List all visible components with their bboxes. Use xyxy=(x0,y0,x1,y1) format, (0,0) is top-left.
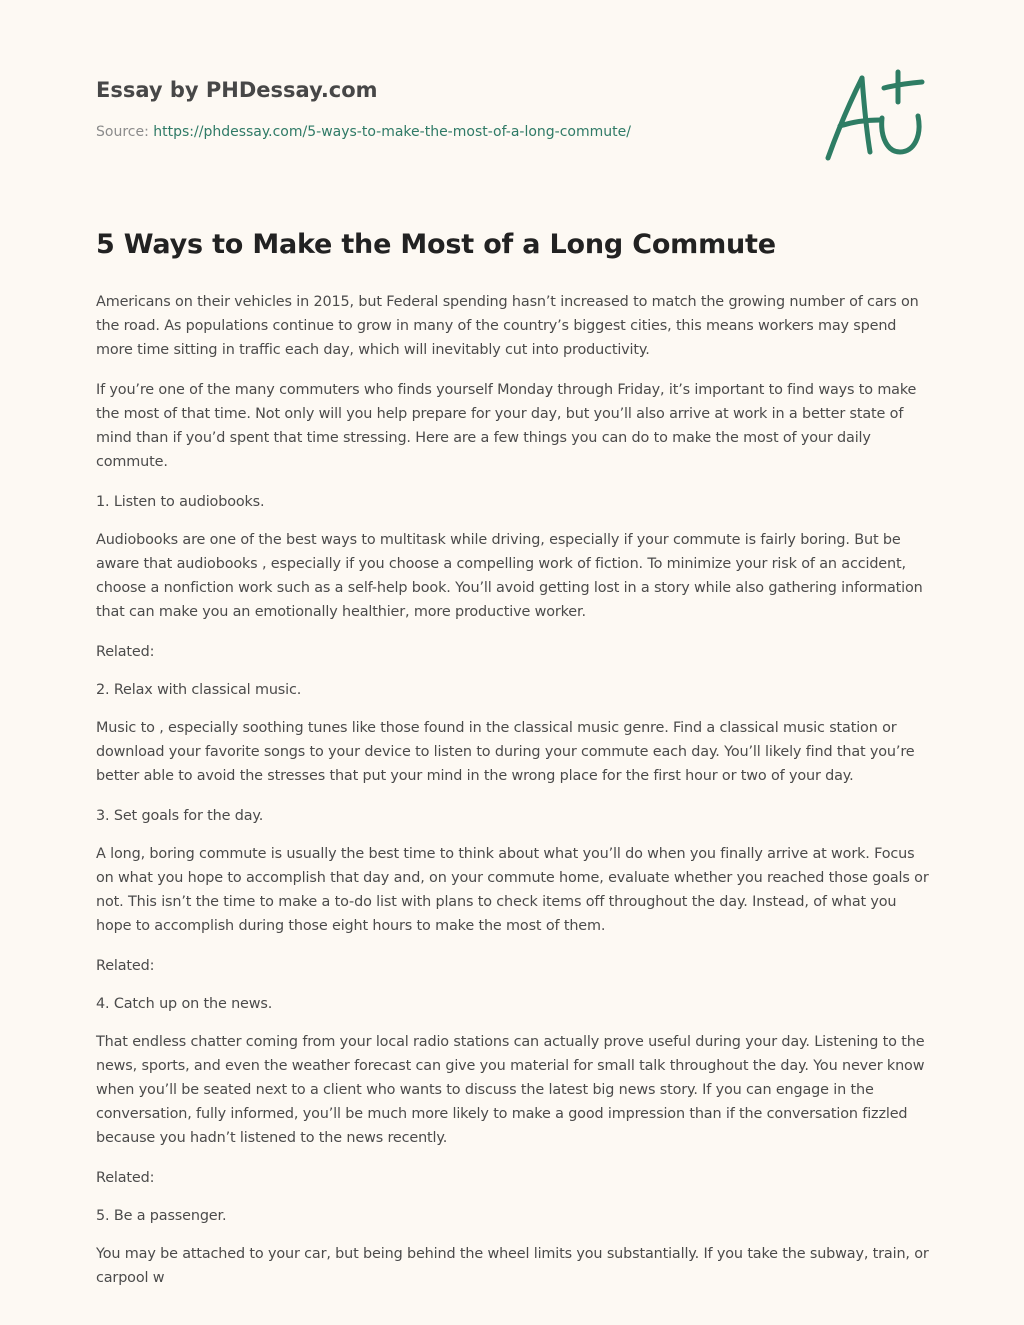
essay-title: 5 Ways to Make the Most of a Long Commute xyxy=(96,229,776,260)
source-label: Source: xyxy=(96,124,149,140)
page-header xyxy=(96,74,796,142)
section-heading: 5. Be a passenger. xyxy=(96,1208,227,1224)
site-title: Essay by PHDessay.com xyxy=(96,78,378,102)
body-paragraph: That endless chatter coming from your local radio stations can actually prove useful during your day. Listening to the news, sports, and even the weather forecast can give you material for small talk throughout the day. You never know when you’ll be seated next to a client who wants to discuss the latest big news story. If you can engage in the conversation, fully informed, you’ll be much more likely to make a good impression than if the conversation fizzled because you hadn’t listened to the news recently. xyxy=(96,1034,925,1146)
section-heading: 3. Set goals for the day. xyxy=(96,808,264,824)
a-plus-logo-icon xyxy=(818,64,934,168)
related-label: Related: xyxy=(96,644,155,660)
body-paragraph: Music to , especially soothing tunes like those found in the classical music genre. Find a classical music station or download your favorite songs to your device to listen to during your commute each day. You’ll likely find that you’re better able to avoid the stresses that put your mind in the wrong place for the first hour or two of your day. xyxy=(96,720,915,784)
body-paragraph: You may be attached to your car, but being behind the wheel limits you substantially. If you take the subway, train, or carpool w xyxy=(96,1246,929,1286)
body-paragraph: A long, boring commute is usually the best time to think about what you’ll do when you finally arrive at work. Focus on what you hope to accomplish that day and, on your commute home, evaluate whether you reached those goals or not. This isn’t the time to make a to-do list with plans to check items off throughout the day. Instead, of what you hope to accomplish during those eight hours to make the most of them. xyxy=(96,846,929,934)
essay-body xyxy=(96,290,931,1290)
related-label: Related: xyxy=(96,958,155,974)
source-link[interactable]: https://phdessay.com/5-ways-to-make-the-most-of-a-long-commute/ xyxy=(153,124,631,140)
body-paragraph: If you’re one of the many commuters who finds yourself Monday through Friday, it’s important to find ways to make the most of that time. Not only will you help prepare for your day, but you’ll also arrive at work in a better state of mind than if you’d spent that time stressing. Here are a few things you can do to make the most of your daily commute. xyxy=(96,382,917,470)
section-heading: 4. Catch up on the news. xyxy=(96,996,273,1012)
source-line xyxy=(96,122,796,142)
related-label: Related: xyxy=(96,1170,155,1186)
essay-content xyxy=(96,226,931,1306)
section-heading: 2. Relax with classical music. xyxy=(96,682,302,698)
section-heading: 1. Listen to audiobooks. xyxy=(96,494,265,510)
body-paragraph: Americans on their vehicles in 2015, but Federal spending hasn’t increased to match the growing number of cars on the road. As populations continue to grow in many of the country’s biggest cities, this means workers may spend more time sitting in traffic each day, which will inevitably cut into productivity. xyxy=(96,294,919,358)
body-paragraph: Audiobooks are one of the best ways to multitask while driving, especially if your commute is fairly boring. But be aware that audiobooks , especially if you choose a compelling work of fiction. To minimize your risk of an accident, choose a nonfiction work such as a self-help book. You’ll avoid getting lost in a story while also gathering information that can make you an emotionally healthier, more productive worker. xyxy=(96,532,923,620)
